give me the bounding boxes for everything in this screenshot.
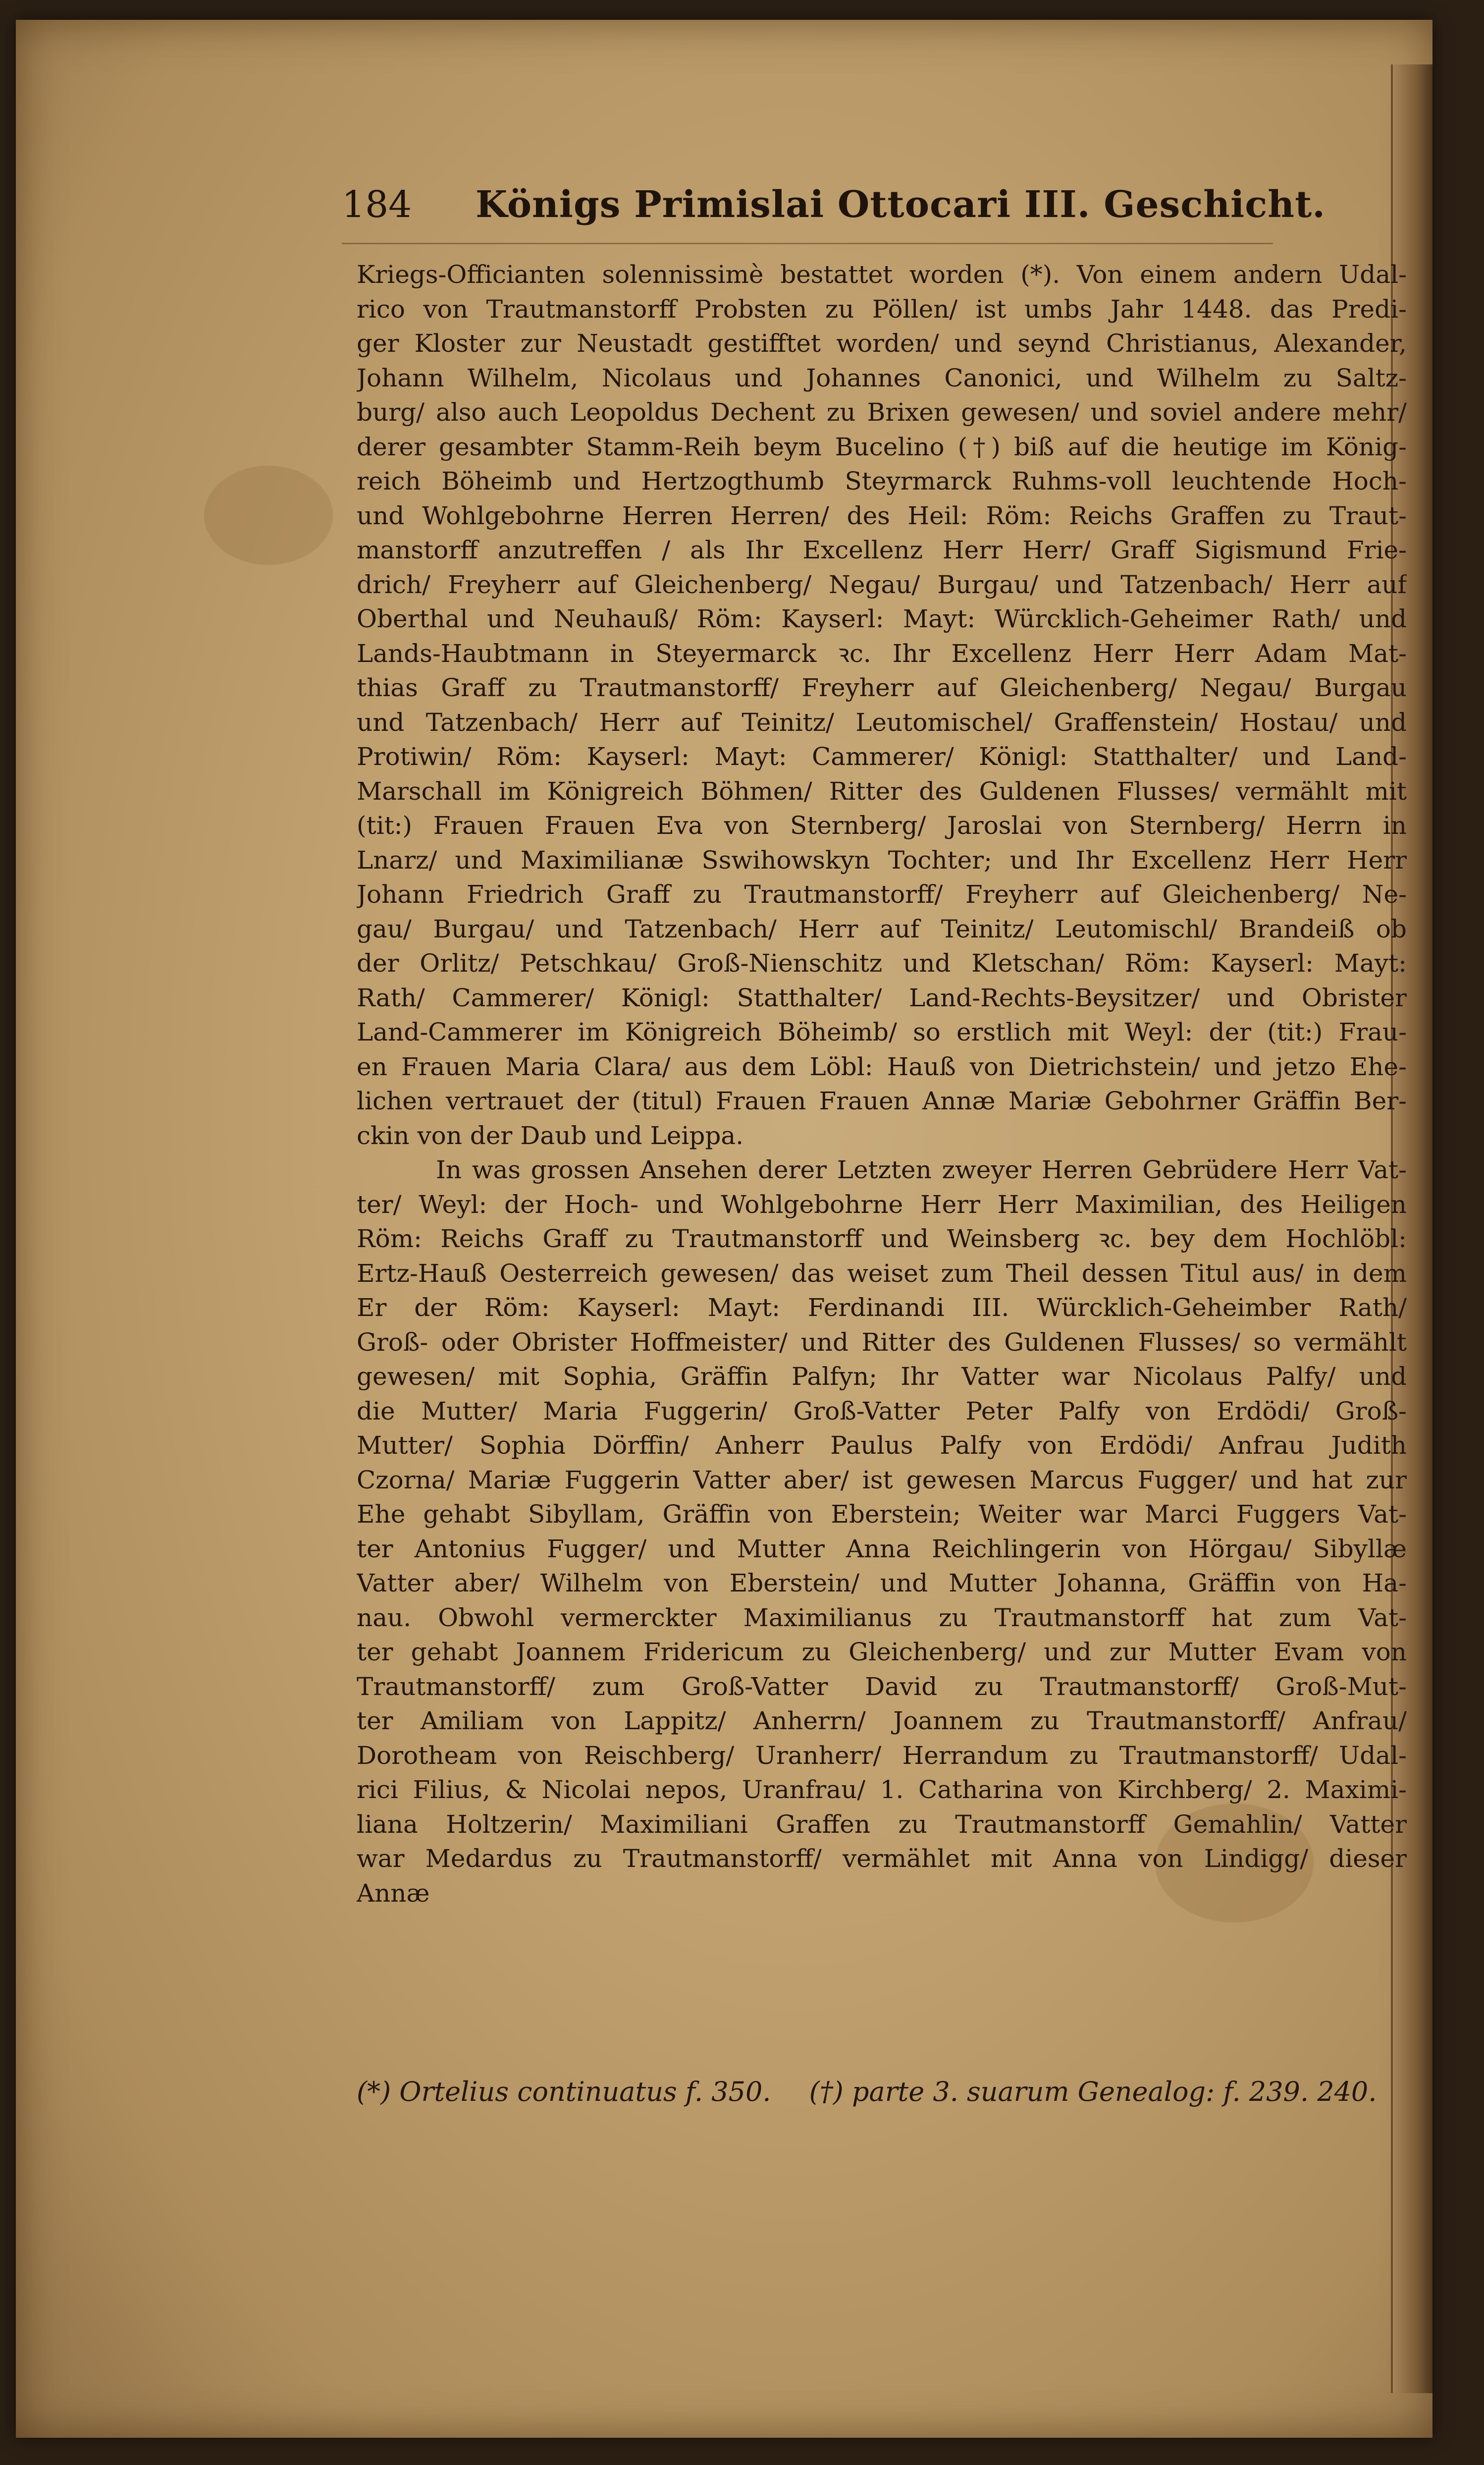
footnote-bucelinus: (†) parte 3. suarum Genealog: f. 239. 240. — [809, 2076, 1377, 2107]
text-line: Er der Röm: Kayserl: Mayt: Ferdinandi III. Würcklich-Geheimber Rath/ — [357, 1293, 1407, 1322]
text-line: der Orlitz/ Petschkau/ Groß-Nienschitz und Kletschan/ Röm: Kayserl: Mayt: — [357, 949, 1407, 978]
text-line: Czorna/ Mariæ Fuggerin Vatter aber/ ist gewesen Marcus Fugger/ und hat zur — [357, 1465, 1407, 1494]
text-line: Annæ — [357, 1878, 430, 1908]
text-line: ter Antonius Fugger/ und Mutter Anna Reichlingerin von Hörgau/ Sibyllæ — [357, 1534, 1407, 1563]
text-line: Oberthal und Neuhauß/ Röm: Kayserl: Mayt: Würcklich-Geheimer Rath/ und — [357, 604, 1407, 633]
text-line: Lnarz/ und Maximilianæ Sswihowskyn Tochter; und Ihr Excellenz Herr Herr — [357, 845, 1407, 875]
text-line: manstorff anzutreffen / als Ihr Excellenz Herr Herr/ Graff Sigismund Frie- — [357, 536, 1407, 564]
text-line: Ertz-Hauß Oesterreich gewesen/ das weiset zum Theil dessen Titul aus/ in dem — [357, 1259, 1407, 1288]
text-line: Land-Cammerer im Königreich Böheimb/ so erstlich mit Weyl: der (tit:) Frau- — [357, 1018, 1407, 1046]
text-line: Kriegs-Officianten solennissimè bestattet worden (*). Von einem andern Udal- — [357, 260, 1407, 289]
footnote-ortelius: (*) Ortelius continuatus f. 350. — [357, 2076, 771, 2107]
text-line: gau/ Burgau/ und Tatzenbach/ Herr auf Teinitz/ Leutomischl/ Brandeiß ob — [357, 914, 1407, 943]
text-line: burg/ also auch Leopoldus Dechent zu Brixen gewesen/ und soviel andere mehr/ — [357, 398, 1407, 427]
text-line: Röm: Reichs Graff zu Trautmanstorff und Weinsberg ꝛc. bey dem Hochlöbl: — [357, 1224, 1407, 1253]
text-line: nau. Obwohl vermerckter Maximilianus zu Trautmanstorff hat zum Vat- — [357, 1603, 1407, 1632]
text-line: Dorotheam von Reischberg/ Uranherr/ Herrandum zu Trautmanstorff/ Udal- — [357, 1741, 1407, 1770]
text-line: Protiwin/ Röm: Kayserl: Mayt: Cammerer/ Königl: Statthalter/ und Land- — [357, 742, 1407, 771]
text-line: ter Amiliam von Lappitz/ Anherrn/ Joannem zu Trautmanstorff/ Anfrau/ — [357, 1706, 1407, 1735]
text-line: die Mutter/ Maria Fuggerin/ Groß-Vatter Peter Palfy von Erdödi/ Groß- — [357, 1396, 1407, 1425]
body-text — [357, 258, 1407, 1945]
text-line: rico von Trautmanstorff Probsten zu Pöllen/ ist umbs Jahr 1448. das Predi- — [357, 294, 1407, 324]
text-line: drich/ Freyherr auf Gleichenberg/ Negau/ Burgau/ und Tatzenbach/ Herr auf — [357, 570, 1407, 599]
text-line: Ehe gehabt Sibyllam, Gräffin von Eberstein; Weiter war Marci Fuggers Vat- — [357, 1500, 1407, 1529]
text-line: rici Filius, & Nicolai nepos, Uranfrau/ 1. Catharina von Kirchberg/ 2. Maximi- — [357, 1775, 1407, 1804]
text-line: Trautmanstorff/ zum Groß-Vatter David zu Trautmanstorff/ Groß-Mut- — [357, 1672, 1407, 1701]
page-header — [342, 183, 1326, 233]
text-line: ckin von der Daub und Leippa. — [357, 1121, 744, 1150]
text-line: Johann Friedrich Graff zu Trautmanstorff/ Freyherr auf Gleichenberg/ Ne- — [357, 880, 1407, 909]
header-rule — [342, 243, 1273, 244]
text-line: (tit:) Frauen Frauen Eva von Sternberg/ Jaroslai von Sternberg/ Herrn in — [357, 811, 1407, 840]
text-line: Lands-Haubtmann in Steyermarck ꝛc. Ihr Excellenz Herr Herr Adam Mat- — [357, 639, 1407, 668]
running-title: Königs Primislai Ottocari III. Geschicht. — [476, 183, 1326, 226]
text-line: ter/ Weyl: der Hoch- und Wohlgebohrne Herr Herr Maximilian, des Heiligen — [357, 1190, 1407, 1219]
text-line: gewesen/ mit Sophia, Gräffin Palfyn; Ihr Vatter war Nicolaus Palfy/ und — [357, 1362, 1407, 1391]
text-line: ger Kloster zur Neustadt gestifftet worden/ und seynd Christianus, Alexander, — [357, 329, 1407, 358]
text-line: Rath/ Cammerer/ Königl: Statthalter/ Land-Rechts-Beysitzer/ und Obrister — [357, 983, 1407, 1012]
footnotes — [357, 2076, 1397, 2107]
catchword — [357, 1911, 1407, 1945]
text-line: lichen vertrauet der (titul) Frauen Frauen Annæ Mariæ Gebohrner Gräffin Ber- — [357, 1087, 1407, 1115]
paragraph-start-line: In was grossen Ansehen derer Letzten zweyer Herren Gebrüdere Herr Vat- — [436, 1155, 1407, 1184]
text-line: ter gehabt Joannem Fridericum zu Gleichenberg/ und zur Mutter Evam von — [357, 1638, 1407, 1666]
text-line: war Medardus zu Trautmanstorff/ vermählet mit Anna von Lindigg/ dieser — [357, 1844, 1407, 1873]
page-number: 184 — [342, 183, 412, 226]
text-line: derer gesambter Stamm-Reih beym Bucelino (†) biß auf die heutige im König- — [357, 432, 1407, 461]
text-line: und Wohlgebohrne Herren Herren/ des Heil: Röm: Reichs Graffen zu Traut- — [357, 501, 1407, 530]
text-line: liana Holtzerin/ Maximiliani Graffen zu Trautmanstorff Gemahlin/ Vatter — [357, 1809, 1407, 1839]
text-line: reich Böheimb und Hertzogthumb Steyrmarck Ruhms-voll leuchtende Hoch- — [357, 467, 1407, 495]
text-line: thias Graff zu Trautmanstorff/ Freyherr auf Gleichenberg/ Negau/ Burgau — [357, 673, 1407, 702]
text-line: Johann Wilhelm, Nicolaus und Johannes Canonici, und Wilhelm zu Saltz- — [357, 363, 1407, 392]
text-line: Groß- oder Obrister Hoffmeister/ und Ritter des Guldenen Flusses/ so vermählt — [357, 1327, 1407, 1357]
text-line: Marschall im Königreich Böhmen/ Ritter des Guldenen Flusses/ vermählt mit — [357, 776, 1407, 806]
text-line: Mutter/ Sophia Dörffin/ Anherr Paulus Palfy von Erdödi/ Anfrau Judith — [357, 1431, 1407, 1460]
text-line: und Tatzenbach/ Herr auf Teinitz/ Leutomischel/ Graffenstein/ Hostau/ und — [357, 708, 1407, 737]
paper-stain — [204, 466, 333, 565]
text-line: en Frauen Maria Clara/ aus dem Löbl: Hauß von Dietrichstein/ und jetzo Ehe- — [357, 1052, 1407, 1081]
text-line: Vatter aber/ Wilhelm von Eberstein/ und Mutter Johanna, Gräffin von Ha- — [357, 1569, 1407, 1597]
